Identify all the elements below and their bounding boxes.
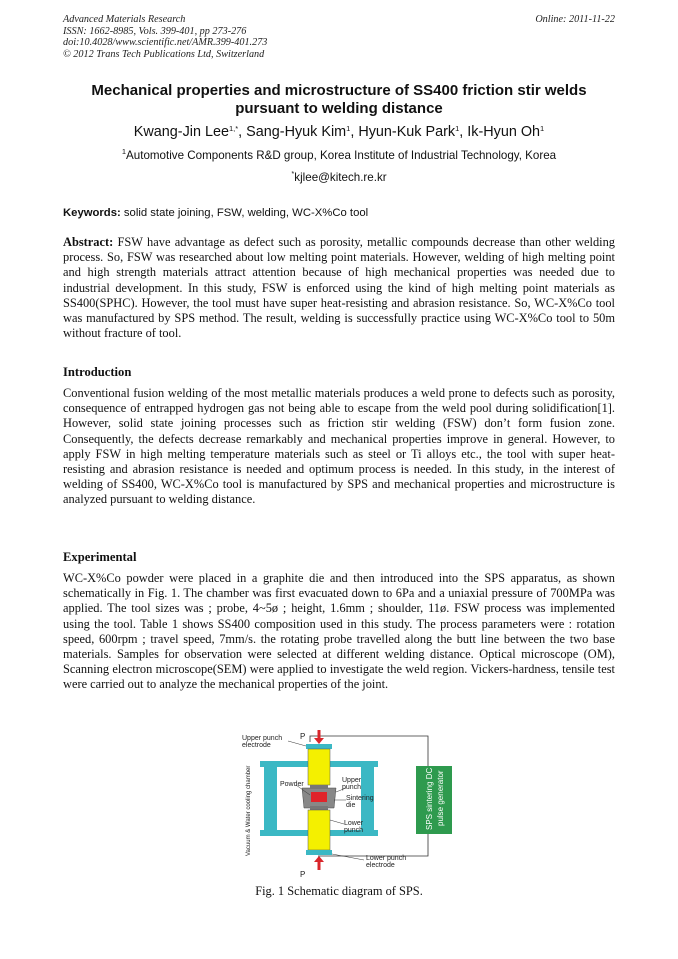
lower-punch-label: punch xyxy=(344,827,364,834)
journal-name: Advanced Materials Research xyxy=(63,14,186,25)
sintering-die-label: Sintering xyxy=(346,795,374,802)
leader-line xyxy=(332,854,364,860)
issn-line: ISSN: 1662-8985, Vols. 399-401, pp 273-276 xyxy=(63,25,247,37)
author-list xyxy=(60,123,618,141)
keywords xyxy=(63,206,615,220)
copyright-line: © 2012 Trans Tech Publications Ltd, Switzerland xyxy=(63,48,265,60)
keywords-label: Keywords: xyxy=(63,207,121,219)
upper-punch-label: punch xyxy=(342,784,362,791)
author: Kwang-Jin Lee$^{1,*}$, xyxy=(133,124,247,140)
lower-punch-electrode-label: electrode xyxy=(366,862,395,869)
doi-line: doi:10.4028/www.scientific.net/AMR.399-401.273 xyxy=(63,37,268,49)
experimental-paragraph: WC-X%Co powder were placed in a graphite die and then introduced into the SPS apparatus, as shown schematically in Fig. 1. The chamber was first evacuated down to 6Pa and a uniaxial pressure of 700MPa was applied. The tool sizes was ; probe, 4~5ø ; height, 1.6mm ; shoulder, 11ø. FSW process was implemented using the tool. Table 1 shows SS400 composition used in this study. The process parameters were : rotation speed, 600rpm ; travel speed, 7mm/s. the rotating probe travelled along the butt line between the two base materials. Samples for observation were selected at different welding distance. Optical microscope (OM), Scanning electron microscope(SEM) were applied to investigate the weld region. Vickers-hardness, tensile test were carried out to analyze the mechanical properties of the joint. xyxy=(63,571,615,692)
author: Sang-Hyuk Kim$^1$, xyxy=(246,124,359,140)
lower-electrode-plate xyxy=(306,850,332,855)
author: Ik-Hyun Oh$^1$ xyxy=(467,124,545,140)
dc-pulse-generator xyxy=(416,766,452,834)
upper-electrode-plate xyxy=(306,744,332,749)
generator-label: pulse generator xyxy=(436,770,445,826)
abstract-label: Abstract: xyxy=(63,235,114,249)
lower-punch xyxy=(308,810,330,850)
paper-title: Mechanical properties and microstructure of SS400 friction stir welds pursuant to welding distance xyxy=(91,82,587,117)
top-arrow-head xyxy=(314,738,324,744)
sintering-die-label: die xyxy=(346,802,356,809)
author: Hyun-Kuk Park$^1$, xyxy=(358,124,468,140)
journal-header xyxy=(63,14,615,60)
lower-spacer xyxy=(310,806,328,810)
sps-schematic-figure xyxy=(240,730,470,880)
upper-punch xyxy=(308,749,330,785)
chamber-left-wall xyxy=(264,761,277,836)
lower-punch-label: Lower xyxy=(344,820,364,827)
figure-caption: Fig. 1 Schematic diagram of SPS. xyxy=(255,884,423,898)
upper-spacer xyxy=(310,785,328,789)
upper-punch-electrode-label: Upper punch xyxy=(242,735,283,742)
leader-line xyxy=(288,741,306,746)
experimental-heading: Experimental xyxy=(63,550,137,564)
pressure-label-top: P xyxy=(300,732,306,741)
upper-punch-electrode-label: electrode xyxy=(242,742,271,749)
abstract-paragraph: Abstract: FSW have advantage as defect such as porosity, metallic compounds decrease than other welding process. So, FSW was researched about low melting point materials. However, welding of high melting point and high strength materials attract attention because of high mechanical properties was needed due to industrial development. In this study, FSW is enforced using the kind of high melting point materials as SS400(SPHC). However, the tool must have super heat-resisting and abrasion resistance. So, WC-X%Co tool was manufactured by SPS method. The result, welding is successfully practice using WC-X%Co tool to 50m without fracture of tool. xyxy=(63,235,615,341)
leader-line xyxy=(330,820,344,824)
upper-punch-label: Upper xyxy=(342,777,362,784)
introduction-paragraph: Conventional fusion welding of the most metallic materials produces a weld prone to defects such as porosity, consequence of entrapped hydrogen gas not being able to escape from the weld pool during solidification[1]. However, solid state joining processes such as friction stir welding (FSW) don’t form fusion zone. Consequently, the defects decrease remarkably and mechanical properties improve in general. However, to apply FSW in high melting temperature materials such as steel or Ti alloys etc., the tool with super heat-resisting and abrasion resistance is needed and optimum process is needed. In this study, in the interest of welding of SS400, WC-X%Co tool is manufactured by SPS and mechanical properties and microstructure is analyzed pursuant to welding distance. xyxy=(63,386,615,507)
lower-punch-electrode-label: Lower punch xyxy=(366,855,407,862)
affiliation: $^1$Automotive Components R&D group, Korea Institute of Industrial Technology, Korea xyxy=(121,147,557,162)
introduction-heading: Introduction xyxy=(63,365,132,379)
powder-label: Powder xyxy=(280,781,304,788)
generator-label: SPS sintering DC xyxy=(425,767,434,830)
chamber-label: Vacuum & Water cooling chamber xyxy=(246,765,252,856)
pressure-label-bottom: P xyxy=(300,870,306,879)
bottom-wire xyxy=(318,834,428,856)
online-date: Online: 2011-11-22 xyxy=(535,14,615,25)
sps-diagram xyxy=(240,730,470,880)
email[interactable]: *kjlee@kitech.re.kr xyxy=(291,169,387,184)
keywords-text: solid state joining, FSW, welding, WC-X%Co tool xyxy=(120,207,369,219)
powder-sample xyxy=(311,792,327,802)
